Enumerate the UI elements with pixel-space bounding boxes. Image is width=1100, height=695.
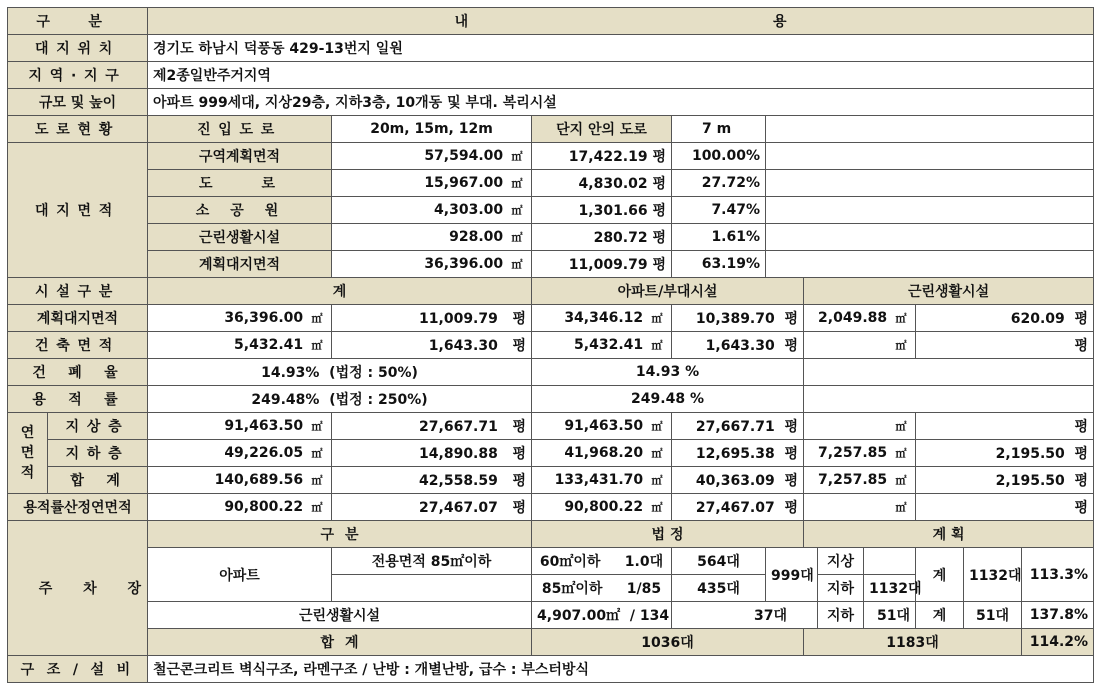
site-area-item: 소공원	[148, 197, 332, 224]
unit-m2: ㎡	[651, 474, 663, 487]
scale-value: 아파트 999세대, 지상29층, 지하3층, 10개동 및 부대. 복리시설	[148, 89, 1094, 116]
table-row	[8, 656, 1094, 683]
plan-area-total-py: 11,009.79	[419, 311, 498, 327]
parking-plan-header: 계 획	[804, 521, 1094, 548]
table-row	[8, 440, 1094, 467]
coverage-label: 건폐율	[8, 359, 148, 386]
unit-py: 평	[512, 446, 527, 462]
unit-m2: ㎡	[311, 447, 323, 460]
unit-m2: ㎡	[895, 339, 907, 352]
table-row	[8, 629, 1094, 656]
parking-legal-r1-c: 564대	[672, 548, 766, 575]
site-area-ratio: 63.19%	[672, 251, 766, 278]
coverage-apt: 14.93 %	[532, 359, 804, 386]
table-row	[8, 467, 1094, 494]
unit-py: 평	[512, 311, 527, 327]
parking-retail-legal: 4,907.00㎡ / 134	[532, 602, 672, 629]
parking-label: 주차장	[8, 521, 148, 656]
unit-py: 평	[1074, 473, 1089, 489]
plan-area-apt-m2: 34,346.12	[564, 310, 644, 326]
floor-area-item: 합계	[48, 467, 148, 494]
floor-apt-py: 40,363.09	[695, 473, 775, 489]
table-row	[8, 521, 1094, 548]
site-area-ratio: 7.47%	[672, 197, 766, 224]
parking-retail-under-val: 51대	[864, 602, 916, 629]
far-floor-label: 용적률산정연면적	[8, 494, 148, 521]
parking-legal-r2-c: 435대	[672, 575, 766, 602]
site-area-m2: 928.00	[449, 229, 504, 245]
unit-py: 평	[784, 311, 799, 327]
unit-m2: ㎡	[895, 501, 907, 514]
table-row	[8, 143, 1094, 170]
floor-total-py: 42,558.59	[419, 473, 498, 489]
unit-m2: ㎡	[651, 420, 663, 433]
facility-retail-header: 근린생활시설	[804, 278, 1094, 305]
road-inner-value: 7 m	[672, 116, 766, 143]
parking-plan-under-val: 1132대	[864, 575, 916, 602]
table-row	[8, 332, 1094, 359]
table-row	[8, 116, 1094, 143]
unit-py: 평	[512, 473, 527, 489]
table-row	[8, 8, 1094, 35]
unit-py: 평	[784, 446, 799, 462]
site-area-m2: 4,303.00	[434, 202, 504, 218]
floor-total-m2: 49,226.05	[224, 445, 304, 461]
table-row	[8, 197, 1094, 224]
parking-plan-ground: 지상	[818, 548, 864, 575]
unit-m2: ㎡	[511, 258, 523, 271]
site-area-pyeong: 280.72 평	[532, 224, 672, 251]
unit-m2: ㎡	[311, 501, 323, 514]
plan-area-retail-py: 620.09	[1010, 311, 1065, 327]
unit-m2: ㎡	[895, 474, 907, 487]
unit-py: 평	[512, 338, 527, 354]
table-row	[8, 62, 1094, 89]
unit-m2: ㎡	[895, 312, 907, 325]
project-summary-table	[7, 7, 1094, 683]
parking-plan-sum-val: 1132대	[964, 548, 1022, 602]
parking-total-plan: 1183대	[804, 629, 1022, 656]
parking-total-ratio: 114.2%	[1022, 629, 1094, 656]
parking-total-label: 합 계	[148, 629, 532, 656]
far-apt: 249.48 %	[532, 386, 804, 413]
site-area-ratio: 27.72%	[672, 170, 766, 197]
site-area-pyeong: 11,009.79 평	[532, 251, 672, 278]
parking-retail-ratio: 137.8%	[1022, 602, 1094, 629]
unit-m2: ㎡	[511, 150, 523, 163]
table-row	[8, 170, 1094, 197]
site-area-item: 근린생활시설	[148, 224, 332, 251]
building-area-apt-py: 1,643.30	[705, 338, 775, 354]
table-row	[8, 359, 1094, 386]
unit-py: 평	[1074, 338, 1089, 354]
table-row	[8, 251, 1094, 278]
far-floor-apt-m2: 90,800.22	[564, 499, 644, 515]
plan-area-retail-m2: 2,049.88	[818, 310, 888, 326]
site-area-pyeong: 1,301.66 평	[532, 197, 672, 224]
unit-m2: ㎡	[511, 204, 523, 217]
table-row	[8, 386, 1094, 413]
header-gubun: 구 분	[8, 8, 148, 35]
far-floor-total-m2: 90,800.22	[224, 499, 304, 515]
parking-retail-sum-val: 51대	[964, 602, 1022, 629]
floor-area-item: 지하층	[48, 440, 148, 467]
table-row	[8, 89, 1094, 116]
parking-plan-sum-label: 계	[916, 548, 964, 602]
table-row	[8, 278, 1094, 305]
structure-value: 철근콘크리트 벽식구조, 라멘구조 / 난방 : 개별난방, 급수 : 부스터방식	[148, 656, 1094, 683]
unit-py: 평	[1074, 311, 1089, 327]
parking-retail-sum-label: 계	[916, 602, 964, 629]
floor-apt-py: 27,667.71	[695, 419, 775, 435]
parking-plan-ratio: 113.3%	[1022, 548, 1094, 602]
unit-py: 평	[1074, 446, 1089, 462]
facility-total-header: 계	[148, 278, 532, 305]
unit-m2: ㎡	[311, 312, 323, 325]
floor-retail-py: 2,195.50	[995, 446, 1065, 462]
parking-retail-label: 근린생활시설	[148, 602, 532, 629]
site-area-m2: 57,594.00	[424, 148, 504, 164]
road-entry-value: 20m, 15m, 12m	[332, 116, 532, 143]
parking-legal-total: 999대	[766, 548, 818, 602]
unit-py: 평	[784, 473, 799, 489]
facility-apt-header: 아파트/부대시설	[532, 278, 804, 305]
site-area-m2: 15,967.00	[424, 175, 504, 191]
site-area-pyeong: 4,830.02 평	[532, 170, 672, 197]
unit-py: 평	[512, 500, 527, 516]
floor-apt-m2: 133,431.70	[554, 472, 644, 488]
parking-legal-header: 법 정	[532, 521, 804, 548]
unit-m2: ㎡	[895, 447, 907, 460]
unit-py: 평	[784, 419, 799, 435]
parking-legal-r2-a: 85㎡이하	[541, 581, 603, 597]
unit-py: 평	[784, 500, 799, 516]
unit-m2: ㎡	[511, 177, 523, 190]
table-row	[8, 35, 1094, 62]
table-row	[8, 494, 1094, 521]
parking-legal-r1-a: 60㎡이하	[539, 554, 601, 570]
summary-table-wrapper	[7, 7, 1094, 683]
table-row	[8, 413, 1094, 440]
site-area-m2: 36,396.00	[424, 256, 504, 272]
unit-m2: ㎡	[311, 420, 323, 433]
unit-m2: ㎡	[511, 231, 523, 244]
unit-m2: ㎡	[651, 339, 663, 352]
parking-gubun-header: 구 분	[148, 521, 532, 548]
parking-plan-under: 지하	[818, 575, 864, 602]
table-row	[8, 602, 1094, 629]
floor-retail-py: 2,195.50	[995, 473, 1065, 489]
building-area-total-m2: 5,432.41	[234, 337, 304, 353]
far-label: 용적률	[8, 386, 148, 413]
building-area-label: 건축면적	[8, 332, 148, 359]
parking-legal-r2-b: 1/85	[626, 581, 662, 597]
unit-py: 평	[512, 419, 527, 435]
far-floor-total-py: 27,467.07	[419, 500, 498, 516]
floor-retail-m2: 7,257.85	[818, 472, 888, 488]
unit-m2: ㎡	[311, 474, 323, 487]
unit-m2: ㎡	[651, 312, 663, 325]
site-area-label: 대지면적	[8, 143, 148, 278]
parking-retail-under: 지하	[818, 602, 864, 629]
plan-area-label: 계획대지면적	[8, 305, 148, 332]
unit-m2: ㎡	[311, 339, 323, 352]
floor-area-item: 지상층	[48, 413, 148, 440]
floor-apt-m2: 91,463.50	[564, 418, 644, 434]
site-area-pyeong: 17,422.19 평	[532, 143, 672, 170]
header-content: 내 용	[148, 8, 1094, 35]
far-floor-apt-py: 27,467.07	[695, 500, 775, 516]
site-area-item: 계획대지면적	[148, 251, 332, 278]
far-total: 249.48% (법정 : 250%)	[148, 386, 532, 413]
zone-value: 제2종일반주거지역	[148, 62, 1094, 89]
floor-total-py: 27,667.71	[419, 419, 498, 435]
plan-area-total-m2: 36,396.00	[224, 310, 304, 326]
site-area-ratio: 100.00%	[672, 143, 766, 170]
site-location-value: 경기도 하남시 덕풍동 429-13번지 일원	[148, 35, 1094, 62]
road-inner-label: 단지 안의 도로	[532, 116, 672, 143]
scale-label: 규모 및 높이	[8, 89, 148, 116]
floor-total-py: 14,890.88	[419, 446, 498, 462]
zone-label: 지역·지구	[8, 62, 148, 89]
floor-retail-m2: 7,257.85	[818, 445, 888, 461]
unit-py: 평	[1074, 500, 1089, 516]
site-area-item: 도로	[148, 170, 332, 197]
building-area-total-py: 1,643.30	[428, 338, 498, 354]
parking-legal-r1-b: 1.0대	[624, 554, 664, 570]
unit-m2: ㎡	[651, 447, 663, 460]
parking-retail-legal-count: 37대	[672, 602, 818, 629]
table-row	[8, 548, 1094, 575]
road-entry-label: 진입도로	[148, 116, 332, 143]
road-label: 도로현황	[8, 116, 148, 143]
site-location-label: 대지위치	[8, 35, 148, 62]
floor-apt-py: 12,695.38	[695, 446, 775, 462]
floor-apt-m2: 41,968.20	[564, 445, 644, 461]
plan-area-apt-py: 10,389.70	[695, 311, 775, 327]
structure-label: 구조/설비	[8, 656, 148, 683]
parking-total-legal: 1036대	[532, 629, 804, 656]
unit-m2: ㎡	[651, 501, 663, 514]
unit-py: 평	[1074, 419, 1089, 435]
site-area-item: 구역계획면적	[148, 143, 332, 170]
table-row	[8, 224, 1094, 251]
parking-apt-label: 아파트	[148, 548, 332, 602]
floor-area-label: 연면적	[8, 413, 48, 494]
unit-py: 평	[784, 338, 799, 354]
building-area-apt-m2: 5,432.41	[574, 337, 644, 353]
parking-apt-sub: 전용면적 85㎡이하	[332, 548, 532, 575]
coverage-total: 14.93% (법정 : 50%)	[148, 359, 532, 386]
unit-m2: ㎡	[895, 420, 907, 433]
site-area-ratio: 1.61%	[672, 224, 766, 251]
facility-label: 시설구분	[8, 278, 148, 305]
floor-total-m2: 91,463.50	[224, 418, 304, 434]
table-row	[8, 305, 1094, 332]
floor-total-m2: 140,689.56	[214, 472, 304, 488]
